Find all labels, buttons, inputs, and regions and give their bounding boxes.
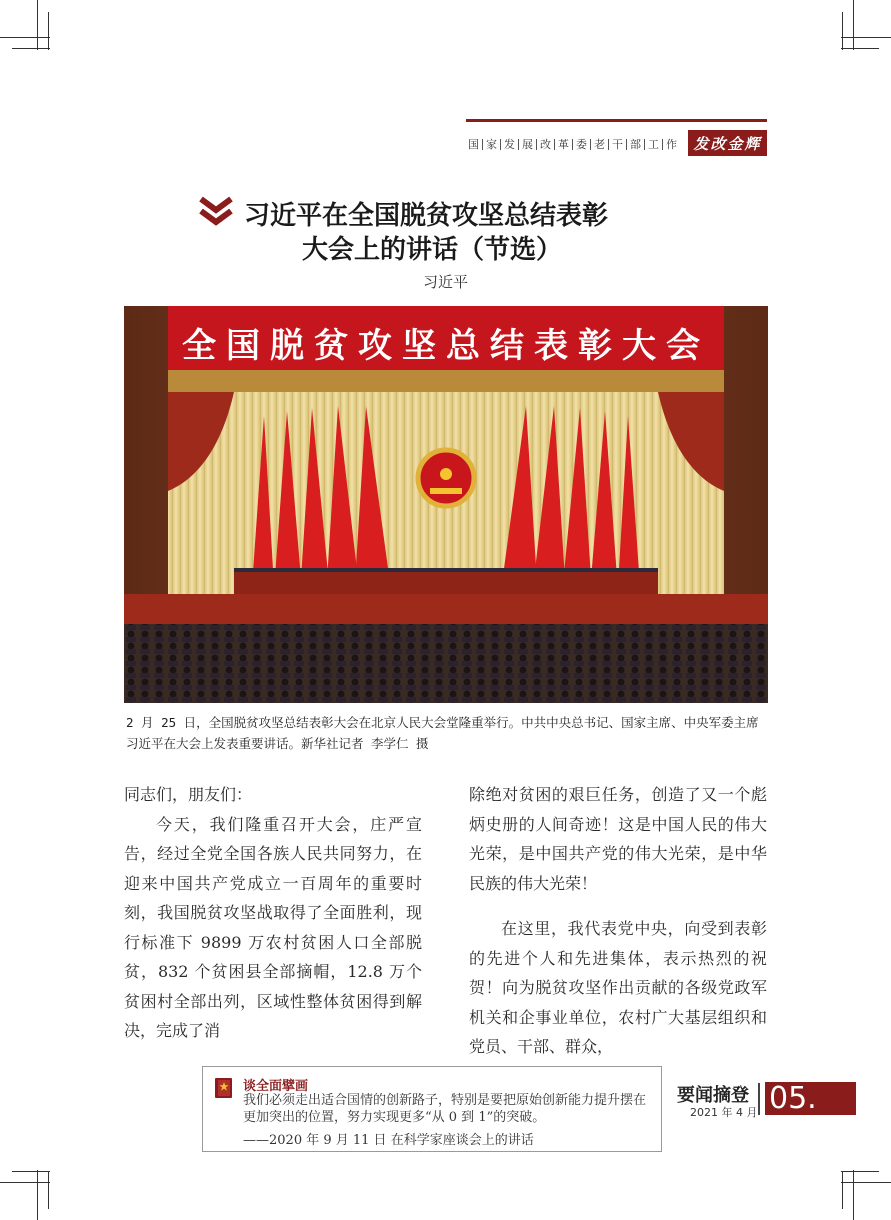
header-separator	[536, 139, 537, 150]
body-paragraph: 今天，我们隆重召开大会，庄严宣告，经过全党全国各族人民共同努力，在迎来中国共产党成立一百周年的重要时刻，我国脱贫攻坚战取得了全面胜利，现行标准下 9899 万农村贫困人口全部脱贫，832 个贫困县全部摘帽，12.8 万个贫困村全部出列，区域性整体贫困得到解决，完成了消	[124, 814, 422, 1040]
body-paragraph: 在这里，我代表党中央，向受到表彰的先进个人和先进集体，表示热烈的祝贺！向为脱贫攻坚作出贡献的各级党政军机关和企事业单位，农村广大基层组织和党员、干部、群众，	[469, 919, 767, 1056]
banner-text: 全国脱贫攻坚总结表彰大会	[182, 326, 710, 366]
header-separator	[662, 139, 663, 150]
quote-box	[202, 1066, 662, 1152]
header-separator	[518, 139, 519, 150]
header-separator	[626, 139, 627, 150]
book-icon	[214, 1077, 234, 1099]
double-chevron-icon	[198, 196, 234, 226]
article-author: 习近平	[422, 273, 468, 291]
header-separator	[554, 139, 555, 150]
header-org-char: 委	[576, 138, 587, 151]
article-title-line2: 大会上的讲话（节选）	[302, 235, 563, 265]
header-org-char: 展	[522, 138, 533, 151]
header-separator	[644, 139, 645, 150]
header-org-name	[466, 136, 679, 152]
header-org-char: 改	[540, 138, 551, 151]
salutation: 同志们，朋友们：	[124, 785, 253, 804]
header-org-char: 国	[468, 138, 479, 151]
header-separator	[572, 139, 573, 150]
header-separator	[482, 139, 483, 150]
header-org-char: 干	[612, 138, 623, 151]
header-org-char: 部	[630, 138, 641, 151]
page-number: 05.	[765, 1082, 856, 1115]
body-paragraph: 除绝对贫困的艰巨任务，创造了又一个彪炳史册的人间奇迹！这是中国人民的伟大光荣，是中国共产党的伟大光荣，是中华民族的伟大光荣！	[469, 785, 767, 893]
footer-section-title: 要闻摘登	[677, 1085, 749, 1106]
header-org-char: 家	[486, 138, 497, 151]
header-org-char: 工	[648, 138, 659, 151]
header-org-char: 发	[504, 138, 515, 151]
body-column-right	[469, 780, 767, 1062]
footer-date: 2021 年 4 月	[690, 1106, 758, 1119]
header-org-char: 作	[666, 138, 677, 151]
photo-caption: 2 月 25 日，全国脱贫攻坚总结表彰大会在北京人民大会堂隆重举行。中共中央总书记、国家主席、中央军委主席习近平在大会上发表重要讲话。新华社记者 李学仁 摄	[126, 715, 759, 751]
header-rule	[466, 119, 767, 122]
quote-source: ——2020 年 9 月 11 日 在科学家座谈会上的讲话	[243, 1133, 534, 1148]
header-org-char: 老	[594, 138, 605, 151]
article-title-line1: 习近平在全国脱贫攻坚总结表彰	[244, 201, 609, 231]
quote-heading: 谈全面擘画	[243, 1079, 309, 1094]
header-separator	[608, 139, 609, 150]
conference-photo	[124, 306, 768, 703]
body-column-left	[124, 780, 422, 1046]
header-separator	[590, 139, 591, 150]
footer-divider	[758, 1083, 760, 1115]
quote-text: 我们必须走出适合国情的创新路子，特别是要把原始创新能力提升摆在更加突出的位置，努力实现更多“从 0 到 1”的突破。	[243, 1093, 647, 1125]
header-org-char: 革	[558, 138, 569, 151]
header-separator	[500, 139, 501, 150]
header-badge: 发改金辉	[688, 130, 767, 156]
